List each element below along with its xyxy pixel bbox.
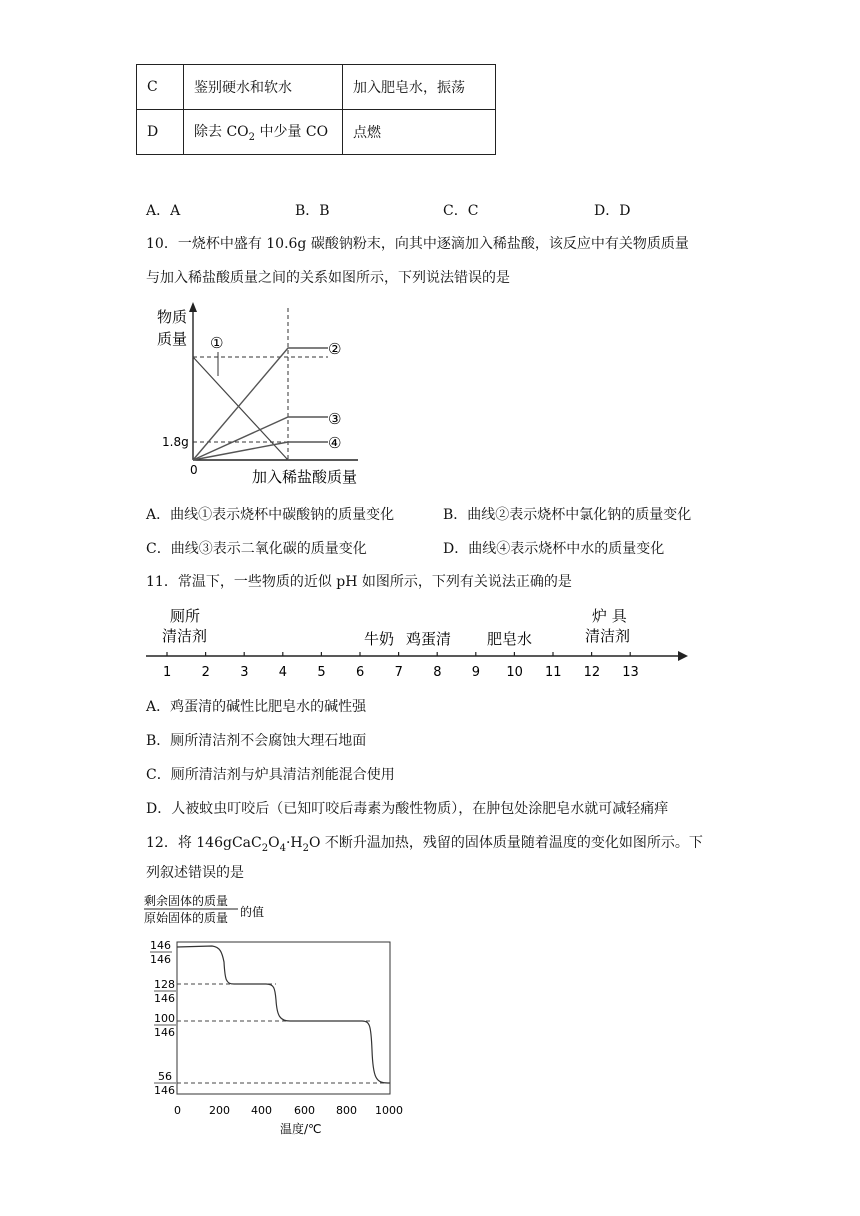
label-stove-1: 炉 具: [592, 607, 627, 625]
q11-choice-b: B．厕所清洁剂不会腐蚀大理石地面: [146, 733, 367, 749]
q12-stem-line2: 列叙述错误的是: [146, 865, 244, 881]
curve-label-1: ①: [210, 334, 224, 352]
q10-stem-line2: 与加入稀盐酸质量之间的关系如图所示，下列说法错误的是: [146, 270, 510, 286]
ph-tick-label: 13: [622, 665, 639, 680]
curve-label-4: ④: [328, 434, 342, 452]
frac-num: 100: [154, 1012, 175, 1025]
table-cell-method: 加入肥皂水，振荡: [343, 65, 496, 110]
label-toilet-1: 厕所: [170, 607, 201, 625]
table-cell-method: 点燃: [343, 110, 496, 155]
x-label: 温度/℃: [280, 1122, 322, 1136]
y-frac-100: [154, 1012, 176, 1039]
ph-tick-label: 1: [163, 665, 172, 680]
task-text: 除去 CO: [194, 124, 249, 141]
q12-stem-line1: [146, 832, 703, 854]
x-tick: 800: [336, 1104, 357, 1117]
curve-3: [193, 417, 328, 460]
x-tick: 200: [209, 1104, 230, 1117]
x-tick: 400: [251, 1104, 272, 1117]
label-milk: 牛奶: [364, 630, 395, 648]
ph-scale: [140, 600, 700, 682]
table-cell-task: 鉴别硬水和软水: [184, 65, 343, 110]
q12-chart: [140, 892, 420, 1142]
origin-label: 0: [190, 463, 198, 477]
task-text: 中少量 CO: [255, 124, 329, 141]
stem-text: ·H: [285, 835, 303, 851]
y-label-suffix: 的值: [240, 905, 265, 919]
curve-label-3: ③: [328, 410, 342, 428]
q10-choice-c: C．曲线③表示二氧化碳的质量变化: [146, 541, 367, 557]
mass-ratio-curve: [177, 946, 390, 1083]
q9-choice-a: A．A: [146, 203, 181, 219]
q10-choice-b: B．曲线②表示烧杯中氯化钠的质量变化: [443, 507, 692, 523]
frac-den: 146: [154, 1026, 175, 1039]
q9-choice-c: C．C: [443, 203, 479, 219]
ph-axis-arrow: [678, 651, 688, 661]
y-label-2: 质量: [157, 330, 188, 348]
table-cell-task: [184, 110, 343, 155]
frac-num: 146: [150, 939, 171, 952]
ph-tick-label: 4: [278, 665, 288, 680]
ph-tick-label: 8: [433, 665, 442, 680]
y-label-numerator: 剩余固体的质量: [144, 894, 229, 908]
y-frac-128: [154, 978, 176, 1005]
x-label: 加入稀盐酸质量: [252, 468, 358, 486]
stem-text: O 不断升温加热，残留的固体质量随着温度的变化如图所示。下: [309, 835, 703, 851]
q9-choice-b: B．B: [295, 203, 330, 219]
curve-2: [193, 348, 328, 460]
ph-tick-label: 5: [317, 665, 326, 680]
ph-tick-label: 11: [545, 665, 562, 680]
options-table: [136, 64, 496, 155]
table-row: [137, 110, 496, 155]
subscript: 2: [302, 842, 309, 854]
subscript: 2: [261, 842, 269, 854]
subscript: 4: [279, 842, 286, 854]
q10-stem-line1: 10．一烧杯中盛有 10.6g 碳酸钠粉末，向其中逐滴加入稀盐酸，该反应中有关物质质量: [146, 236, 689, 252]
x-tick: 1000: [375, 1104, 403, 1117]
label-toilet-2: 清洁剂: [162, 627, 208, 645]
q11-choice-d: D．人被蚊虫叮咬后（已知叮咬后毒素为酸性物质），在肿包处涂肥皂水就可减轻痛痒: [146, 801, 669, 817]
frac-den: 146: [150, 953, 171, 966]
ph-tick-label: 9: [471, 665, 481, 680]
q11-choice-c: C．厕所清洁剂与炉具清洁剂能混合使用: [146, 767, 395, 783]
label-egg: 鸡蛋清: [406, 630, 452, 648]
ph-tick-label: 6: [356, 665, 365, 680]
q10-choice-d: D．曲线④表示烧杯中水的质量变化: [443, 541, 665, 557]
plot-frame: [177, 942, 390, 1094]
stem-text: 12．将 146gCaC: [146, 835, 262, 851]
table-cell-letter: C: [137, 65, 184, 110]
ph-tick-label: 2: [201, 665, 210, 680]
ph-tick-label: 7: [394, 665, 403, 680]
label-soap: 肥皂水: [487, 630, 533, 648]
x-tick: 600: [294, 1104, 315, 1117]
frac-den: 146: [154, 1084, 175, 1097]
table-cell-letter: D: [137, 110, 184, 155]
q9-choice-d: D．D: [594, 203, 631, 219]
stem-text: O: [268, 835, 280, 851]
frac-den: 146: [154, 992, 175, 1005]
label-stove-2: 清洁剂: [585, 627, 631, 645]
y-frac-146: [150, 939, 172, 966]
ph-tick-label: 12: [583, 665, 601, 680]
frac-num: 128: [154, 978, 175, 991]
q11-choice-a: A．鸡蛋清的碱性比肥皂水的碱性强: [146, 699, 367, 715]
q10-choice-a: A．曲线①表示烧杯中碳酸钠的质量变化: [146, 507, 395, 523]
y-axis-arrow: [189, 302, 197, 312]
y-label-denominator: 原始固体的质量: [144, 911, 229, 925]
ph-tick-label: 10: [506, 665, 523, 680]
frac-num: 56: [158, 1070, 172, 1083]
y-frac-56: [154, 1070, 176, 1097]
y-label-1: 物质: [157, 308, 188, 326]
curve-label-2: ②: [328, 340, 342, 358]
ph-tick-label: 3: [240, 665, 249, 680]
q11-stem: 11．常温下，一些物质的近似 pH 如图所示，下列有关说法正确的是: [146, 574, 572, 590]
subscript: 2: [248, 131, 256, 143]
table-row: [137, 65, 496, 110]
q10-chart: [150, 300, 380, 495]
y-mark-1-8g: 1.8g: [162, 435, 189, 449]
x-tick: 0: [174, 1104, 181, 1117]
